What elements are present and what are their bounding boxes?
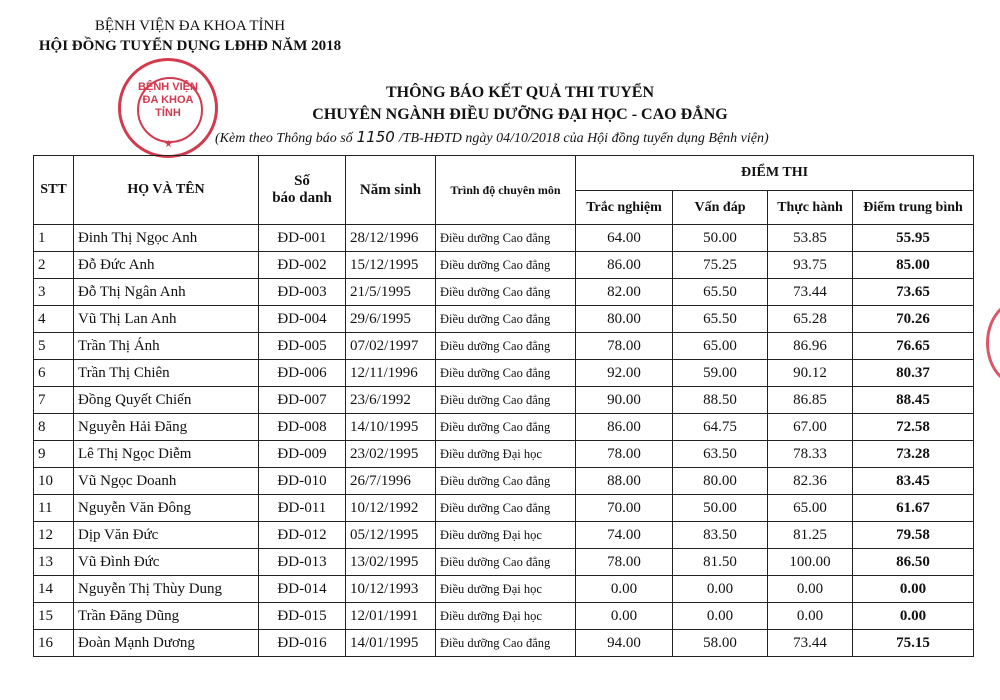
cell-id: ĐD-008 xyxy=(259,414,346,441)
cell-birth: 07/02/1997 xyxy=(346,333,436,360)
cell-oral: 65.50 xyxy=(673,279,768,306)
cell-stt: 15 xyxy=(34,603,74,630)
cell-name: Đỗ Đức Anh xyxy=(74,252,259,279)
table-row xyxy=(34,306,974,333)
cell-degree: Điều dưỡng Đại học xyxy=(436,441,576,468)
cell-stt: 12 xyxy=(34,522,74,549)
cell-oral: 63.50 xyxy=(673,441,768,468)
cell-written: 86.00 xyxy=(576,252,673,279)
cell-stt: 8 xyxy=(34,414,74,441)
cell-stt: 10 xyxy=(34,468,74,495)
partial-seal-stamp xyxy=(986,300,1000,386)
cell-practice: 90.12 xyxy=(768,360,853,387)
table-row xyxy=(34,279,974,306)
cell-stt: 9 xyxy=(34,441,74,468)
cell-degree: Điều dưỡng Cao đẳng xyxy=(436,414,576,441)
header-degree: Trình độ chuyên môn xyxy=(436,156,576,225)
cell-degree: Điều dưỡng Cao đẳng xyxy=(436,306,576,333)
cell-stt: 13 xyxy=(34,549,74,576)
cell-name: Trần Thị Ánh xyxy=(74,333,259,360)
reference-suffix: /TB-HĐTD ngày 04/10/2018 của Hội đồng tuyển dụng Bệnh viện) xyxy=(398,131,769,146)
cell-written: 88.00 xyxy=(576,468,673,495)
results-table xyxy=(33,155,974,657)
cell-written: 64.00 xyxy=(576,225,673,252)
cell-practice: 82.36 xyxy=(768,468,853,495)
cell-name: Đồng Quyết Chiến xyxy=(74,387,259,414)
cell-birth: 10/12/1993 xyxy=(346,576,436,603)
cell-name: Trần Thị Chiên xyxy=(74,360,259,387)
cell-birth: 14/10/1995 xyxy=(346,414,436,441)
cell-written: 78.00 xyxy=(576,333,673,360)
cell-degree: Điều dưỡng Cao đẳng xyxy=(436,333,576,360)
cell-average: 61.67 xyxy=(853,495,974,522)
cell-practice: 0.00 xyxy=(768,576,853,603)
cell-id: ĐD-015 xyxy=(259,603,346,630)
header-birth: Năm sinh xyxy=(346,156,436,225)
cell-name: Dịp Văn Đức xyxy=(74,522,259,549)
cell-oral: 50.00 xyxy=(673,495,768,522)
cell-oral: 80.00 xyxy=(673,468,768,495)
cell-birth: 13/02/1995 xyxy=(346,549,436,576)
cell-birth: 15/12/1995 xyxy=(346,252,436,279)
results-body xyxy=(34,225,974,657)
cell-id: ĐD-006 xyxy=(259,360,346,387)
table-row xyxy=(34,522,974,549)
header-stt: STT xyxy=(34,156,74,225)
table-row xyxy=(34,252,974,279)
cell-degree: Điều dưỡng Cao đẳng xyxy=(436,549,576,576)
cell-oral: 65.50 xyxy=(673,306,768,333)
cell-birth: 29/6/1995 xyxy=(346,306,436,333)
cell-degree: Điều dưỡng Đại học xyxy=(436,522,576,549)
cell-degree: Điều dưỡng Cao đẳng xyxy=(436,495,576,522)
header-oral: Vấn đáp xyxy=(673,191,768,225)
table-row xyxy=(34,225,974,252)
cell-id: ĐD-005 xyxy=(259,333,346,360)
cell-practice: 93.75 xyxy=(768,252,853,279)
cell-birth: 23/6/1992 xyxy=(346,387,436,414)
table-row xyxy=(34,360,974,387)
cell-average: 88.45 xyxy=(853,387,974,414)
cell-average: 72.58 xyxy=(853,414,974,441)
cell-id: ĐD-009 xyxy=(259,441,346,468)
cell-id: ĐD-014 xyxy=(259,576,346,603)
cell-average: 83.45 xyxy=(853,468,974,495)
cell-practice: 73.44 xyxy=(768,630,853,657)
table-row xyxy=(34,414,974,441)
cell-average: 86.50 xyxy=(853,549,974,576)
document-title: THÔNG BÁO KẾT QUẢ THI TUYỂN xyxy=(385,84,655,101)
cell-practice: 65.28 xyxy=(768,306,853,333)
cell-average: 85.00 xyxy=(853,252,974,279)
cell-name: Đoàn Mạnh Dương xyxy=(74,630,259,657)
cell-practice: 78.33 xyxy=(768,441,853,468)
cell-degree: Điều dưỡng Đại học xyxy=(436,603,576,630)
table-row xyxy=(34,576,974,603)
table-row xyxy=(34,495,974,522)
cell-degree: Điều dưỡng Cao đẳng xyxy=(436,279,576,306)
cell-average: 70.26 xyxy=(853,306,974,333)
cell-practice: 53.85 xyxy=(768,225,853,252)
header-id: Số báo danh xyxy=(259,156,346,225)
cell-practice: 86.96 xyxy=(768,333,853,360)
cell-written: 92.00 xyxy=(576,360,673,387)
cell-name: Nguyễn Văn Đông xyxy=(74,495,259,522)
cell-written: 74.00 xyxy=(576,522,673,549)
table-row xyxy=(34,603,974,630)
cell-birth: 23/02/1995 xyxy=(346,441,436,468)
cell-written: 0.00 xyxy=(576,603,673,630)
cell-written: 90.00 xyxy=(576,387,673,414)
table-row xyxy=(34,387,974,414)
header-name: HỌ VÀ TÊN xyxy=(74,156,259,225)
cell-written: 0.00 xyxy=(576,576,673,603)
cell-degree: Điều dưỡng Đại học xyxy=(436,576,576,603)
cell-birth: 10/12/1992 xyxy=(346,495,436,522)
council-name: HỘI ĐỒNG TUYỂN DỤNG LĐHĐ NĂM 2018 xyxy=(38,38,342,54)
cell-stt: 4 xyxy=(34,306,74,333)
cell-written: 94.00 xyxy=(576,630,673,657)
cell-oral: 0.00 xyxy=(673,603,768,630)
cell-birth: 05/12/1995 xyxy=(346,522,436,549)
cell-practice: 86.85 xyxy=(768,387,853,414)
table-row xyxy=(34,468,974,495)
cell-practice: 81.25 xyxy=(768,522,853,549)
cell-birth: 28/12/1996 xyxy=(346,225,436,252)
cell-stt: 2 xyxy=(34,252,74,279)
cell-id: ĐD-016 xyxy=(259,630,346,657)
cell-oral: 75.25 xyxy=(673,252,768,279)
cell-average: 75.15 xyxy=(853,630,974,657)
cell-oral: 58.00 xyxy=(673,630,768,657)
cell-written: 78.00 xyxy=(576,441,673,468)
cell-degree: Điều dưỡng Cao đẳng xyxy=(436,630,576,657)
cell-written: 80.00 xyxy=(576,306,673,333)
cell-id: ĐD-011 xyxy=(259,495,346,522)
cell-practice: 73.44 xyxy=(768,279,853,306)
reference-line xyxy=(215,128,769,147)
cell-birth: 26/7/1996 xyxy=(346,468,436,495)
cell-degree: Điều dưỡng Cao đẳng xyxy=(436,360,576,387)
cell-average: 80.37 xyxy=(853,360,974,387)
cell-id: ĐD-002 xyxy=(259,252,346,279)
cell-birth: 12/11/1996 xyxy=(346,360,436,387)
cell-oral: 64.75 xyxy=(673,414,768,441)
cell-oral: 59.00 xyxy=(673,360,768,387)
cell-average: 73.28 xyxy=(853,441,974,468)
cell-name: Vũ Ngọc Doanh xyxy=(74,468,259,495)
cell-stt: 14 xyxy=(34,576,74,603)
cell-degree: Điều dưỡng Cao đẳng xyxy=(436,387,576,414)
cell-birth: 12/01/1991 xyxy=(346,603,436,630)
cell-written: 78.00 xyxy=(576,549,673,576)
cell-written: 86.00 xyxy=(576,414,673,441)
star-icon: ★ xyxy=(164,139,173,150)
cell-degree: Điều dưỡng Cao đẳng xyxy=(436,468,576,495)
cell-stt: 11 xyxy=(34,495,74,522)
cell-name: Đinh Thị Ngọc Anh xyxy=(74,225,259,252)
cell-stt: 7 xyxy=(34,387,74,414)
cell-stt: 1 xyxy=(34,225,74,252)
cell-id: ĐD-012 xyxy=(259,522,346,549)
table-row xyxy=(34,549,974,576)
cell-oral: 88.50 xyxy=(673,387,768,414)
cell-oral: 81.50 xyxy=(673,549,768,576)
cell-average: 55.95 xyxy=(853,225,974,252)
cell-name: Trần Đăng Dũng xyxy=(74,603,259,630)
cell-oral: 0.00 xyxy=(673,576,768,603)
hospital-name: BỆNH VIỆN ĐA KHOA TỈNH xyxy=(94,18,286,34)
table-row xyxy=(34,441,974,468)
cell-name: Nguyễn Hải Đăng xyxy=(74,414,259,441)
header-practice: Thực hành xyxy=(768,191,853,225)
cell-average: 0.00 xyxy=(853,576,974,603)
cell-id: ĐD-010 xyxy=(259,468,346,495)
stamp-text: BỆNH VIỆN ĐA KHOA TỈNH xyxy=(138,81,198,119)
cell-degree: Điều dưỡng Cao đẳng xyxy=(436,252,576,279)
cell-id: ĐD-003 xyxy=(259,279,346,306)
cell-name: Đỗ Thị Ngân Anh xyxy=(74,279,259,306)
cell-birth: 21/5/1995 xyxy=(346,279,436,306)
cell-birth: 14/01/1995 xyxy=(346,630,436,657)
cell-written: 70.00 xyxy=(576,495,673,522)
document-subtitle: CHUYÊN NGÀNH ĐIỀU DƯỠNG ĐẠI HỌC - CAO ĐẲNG xyxy=(312,106,728,123)
cell-stt: 3 xyxy=(34,279,74,306)
cell-average: 79.58 xyxy=(853,522,974,549)
cell-name: Nguyễn Thị Thùy Dung xyxy=(74,576,259,603)
cell-stt: 6 xyxy=(34,360,74,387)
cell-id: ĐD-007 xyxy=(259,387,346,414)
table-row xyxy=(34,333,974,360)
cell-written: 82.00 xyxy=(576,279,673,306)
cell-name: Lê Thị Ngọc Diễm xyxy=(74,441,259,468)
cell-name: Vũ Thị Lan Anh xyxy=(74,306,259,333)
header-scores: ĐIỂM THI xyxy=(576,156,974,191)
header-average: Điểm trung bình xyxy=(853,191,974,225)
cell-oral: 50.00 xyxy=(673,225,768,252)
table-row xyxy=(34,630,974,657)
reference-prefix: (Kèm theo Thông báo số xyxy=(215,131,353,146)
cell-id: ĐD-004 xyxy=(259,306,346,333)
cell-practice: 100.00 xyxy=(768,549,853,576)
cell-name: Vũ Đình Đức xyxy=(74,549,259,576)
cell-average: 76.65 xyxy=(853,333,974,360)
cell-degree: Điều dưỡng Cao đẳng xyxy=(436,225,576,252)
cell-id: ĐD-013 xyxy=(259,549,346,576)
cell-practice: 0.00 xyxy=(768,603,853,630)
cell-id: ĐD-001 xyxy=(259,225,346,252)
cell-stt: 16 xyxy=(34,630,74,657)
cell-average: 73.65 xyxy=(853,279,974,306)
red-seal-stamp xyxy=(118,58,218,158)
cell-average: 0.00 xyxy=(853,603,974,630)
cell-stt: 5 xyxy=(34,333,74,360)
header-written: Trắc nghiệm xyxy=(576,191,673,225)
reference-number: 1150 xyxy=(356,128,395,146)
cell-oral: 83.50 xyxy=(673,522,768,549)
cell-oral: 65.00 xyxy=(673,333,768,360)
cell-practice: 65.00 xyxy=(768,495,853,522)
cell-practice: 67.00 xyxy=(768,414,853,441)
